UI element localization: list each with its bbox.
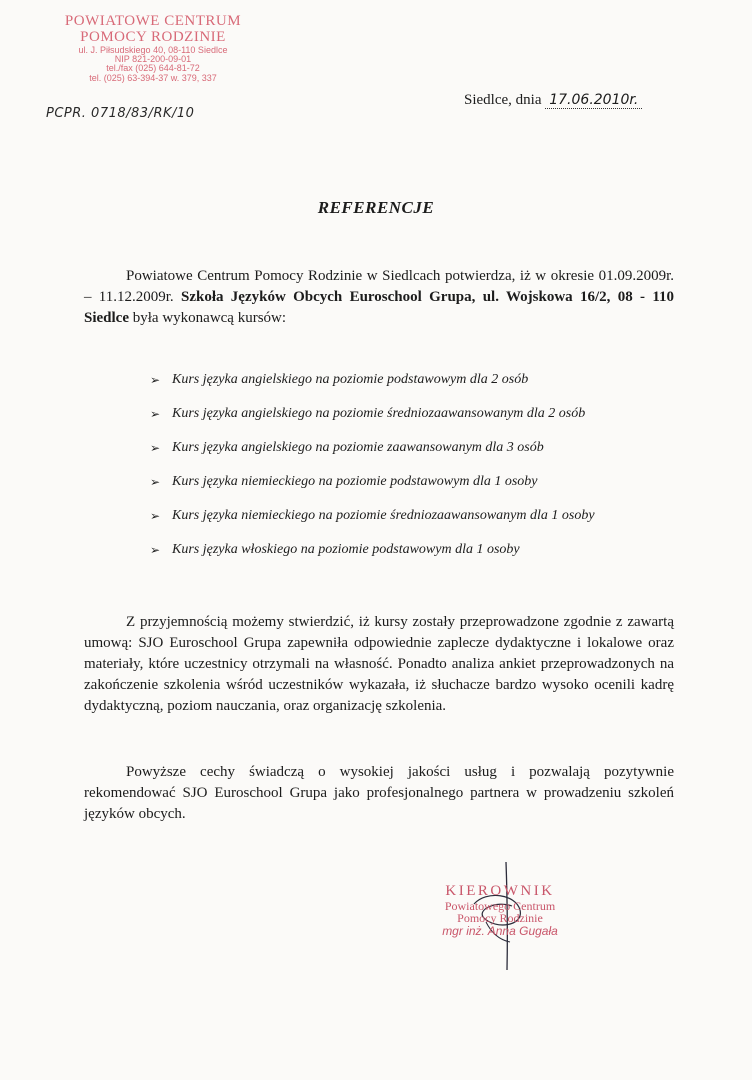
signature-role: KIEROWNIK [445,883,555,899]
course-text: Kurs języka niemieckiego na poziomie średniozaawansowanym dla 1 osoby [172,508,595,523]
body-paragraph-1: Z przyjemnością możemy stwierdzić, iż kursy zostały przeprowadzone zgodnie z zawartą umową: SJO Euroschool Grupa zapewniła odpowiednie zaplecze dydaktyczne i lokalowe oraz materiały, które uczestnicy otrzymali na własność. Ponadto analiza ankiet przeprowadzonych na zakończenie szkolenia wśród uczestników wykazała, iż słuchacze bardzo wysoko ocenili kadrę dydaktyczną, poziom nauczania, oraz organizację szkolenia. [84,614,674,714]
course-text: Kurs języka angielskiego na poziomie zaawansowanym dla 3 osób [172,440,544,455]
intro-paragraph [84,266,674,329]
list-item [150,508,710,542]
signature-line: Pomocy Rodzinie [457,911,543,926]
document-title: REFERENCJE [317,198,435,217]
arrow-bullet-icon: ➢ [150,441,161,455]
arrow-bullet-icon: ➢ [150,543,161,557]
course-text: Kurs języka niemieckiego na poziomie podstawowym dla 1 osoby [172,474,538,489]
body-paragraph-2: Powyższe cechy świadczą o wysokiej jakości usług i pozwalają pozytywnie rekomendować SJO Euroschool Grupa jako profesjonalnego partnera w prowadzeniu szkoleń języków obcych. [84,764,674,822]
list-item [150,440,710,474]
arrow-bullet-icon: ➢ [150,407,161,421]
list-item [150,372,710,406]
place-label: Siedlce, dnia [464,92,542,108]
arrow-bullet-icon: ➢ [150,475,161,489]
signature-stamp [420,884,580,938]
reference-number: PCPR. 0718/83/RK/10 [46,106,195,121]
list-item [150,406,710,440]
place-date [464,92,642,109]
stamp-line: ul. J. Piłsudskiego 40, 08-110 Siedlce [78,44,228,55]
stamp-line: POWIATOWE CENTRUM [64,13,242,29]
stamp-line: tel./fax (025) 644-81-72 [106,63,200,74]
list-item [150,542,710,576]
signature-line: Powiatowego Centrum [444,898,556,913]
course-text: Kurs języka włoskiego na poziomie podstawowym dla 1 osoby [172,542,520,557]
arrow-bullet-icon: ➢ [150,509,161,523]
intro-text-before: Powiatowe Centrum Pomocy Rodzinie w Siedlcach potwierdza, iż w okresie 01.09.2009r. – 11.12.2009r. [84,268,674,305]
arrow-bullet-icon: ➢ [150,373,161,387]
course-text: Kurs języka angielskiego na poziomie średniozaawansowanym dla 2 osób [172,406,586,421]
intro-text-after: była wykonawcą kursów: [132,310,287,326]
intro-bold-company: Szkoła Języków Obcych Euroschool Grupa, ul. Wojskowa 16/2, 08 - 110 Siedlce [84,289,674,326]
list-item [150,474,710,508]
signatory-name: mgr inż. Anna Gugała [442,923,558,938]
course-text: Kurs języka angielskiego na poziomie podstawowym dla 2 osób [172,372,529,387]
stamp-line: tel. (025) 63-394-37 w. 379, 337 [89,72,217,83]
stamp-line: POMOCY RODZINIE [80,28,226,45]
stamp-line: NIP 821-200-09-01 [114,53,192,64]
handwritten-date: 17.06.2010r. [545,92,642,109]
institution-stamp [38,14,268,83]
course-list [150,372,710,576]
